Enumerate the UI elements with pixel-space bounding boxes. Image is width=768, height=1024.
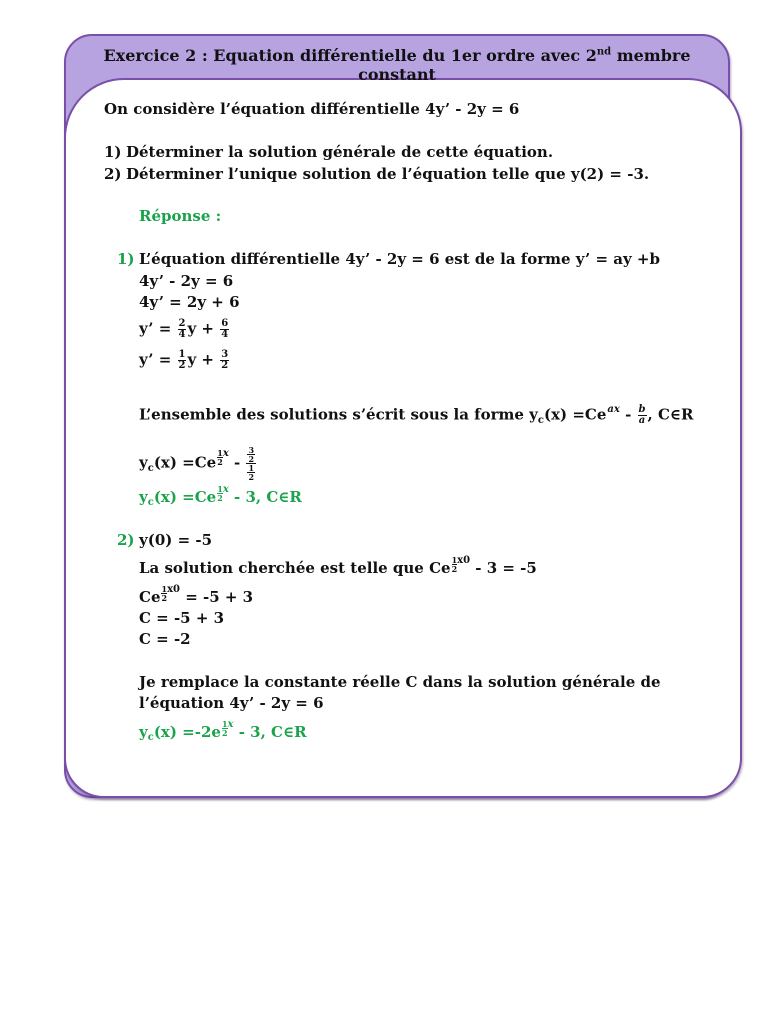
part1-step-2: 4y’ = 2y + 6 bbox=[139, 293, 240, 311]
part1-step-4: y’ = $\frac{1}{2}$ y + $\frac{3}{2}$ bbox=[139, 349, 229, 371]
answer-heading: Réponse : bbox=[139, 207, 222, 225]
exercise-title: Exercice 2 : Equation différentielle du 1er ordre avec 2nd membre constant bbox=[103, 46, 691, 84]
part2-step-3: C = -5 + 3 bbox=[139, 609, 225, 627]
intro-statement: On considère l’équation différentielle 4y’ - 2y = 6 bbox=[104, 100, 520, 118]
part2-condition: 2) y(0) = -5 bbox=[117, 531, 213, 549]
part2-explanation-1: Je remplace la constante réelle C dans la solution générale de bbox=[139, 673, 661, 691]
question-2: 2) Déterminer l’unique solution de l’équation telle que y(2) = -3. bbox=[104, 165, 650, 183]
part1-step-1: 4y’ - 2y = 6 bbox=[139, 272, 234, 290]
part1-step-3: y’ = $\frac{2}{4}$ y + $\frac{6}{4}$ bbox=[139, 318, 229, 340]
question-1: 1) Déterminer la solution générale de cette équation. bbox=[104, 143, 554, 161]
part2-step-2: Ce $^{\frac{1}{2} x0}$ = -5 + 3 bbox=[139, 584, 254, 606]
general-solution: $y_c(x) =Ce$ $^{\frac{1}{2} x}$ - 3, C∈R bbox=[139, 484, 302, 508]
part2-step-4: C = -2 bbox=[139, 630, 191, 648]
particular-solution: $y_c(x) =-2e$ $^{\frac{1}{2} x}$ - 3, C∈R bbox=[139, 719, 307, 743]
solution-step-1: $y_c(x) =Ce$ $^{\frac{1}{2} x}$ - $\frac{\frac{3}{2}}{\frac{1}{2}}$ bbox=[139, 445, 255, 482]
general-form: L’ensemble des solutions s’écrit sous la forme $y_c(x) =Ce^{ax}$ - $\frac{b}{a}$ , C∈R bbox=[139, 403, 694, 426]
part2-explanation-2: l’équation 4y’ - 2y = 6 bbox=[139, 694, 324, 712]
part1-intro: 1) L’équation différentielle 4y’ - 2y = 6 est de la forme y’ = ay +b bbox=[117, 250, 660, 268]
part2-step-1: La solution cherchée est telle que Ce $^{\frac{1}{2} x0}$ - 3 = -5 bbox=[139, 555, 537, 577]
